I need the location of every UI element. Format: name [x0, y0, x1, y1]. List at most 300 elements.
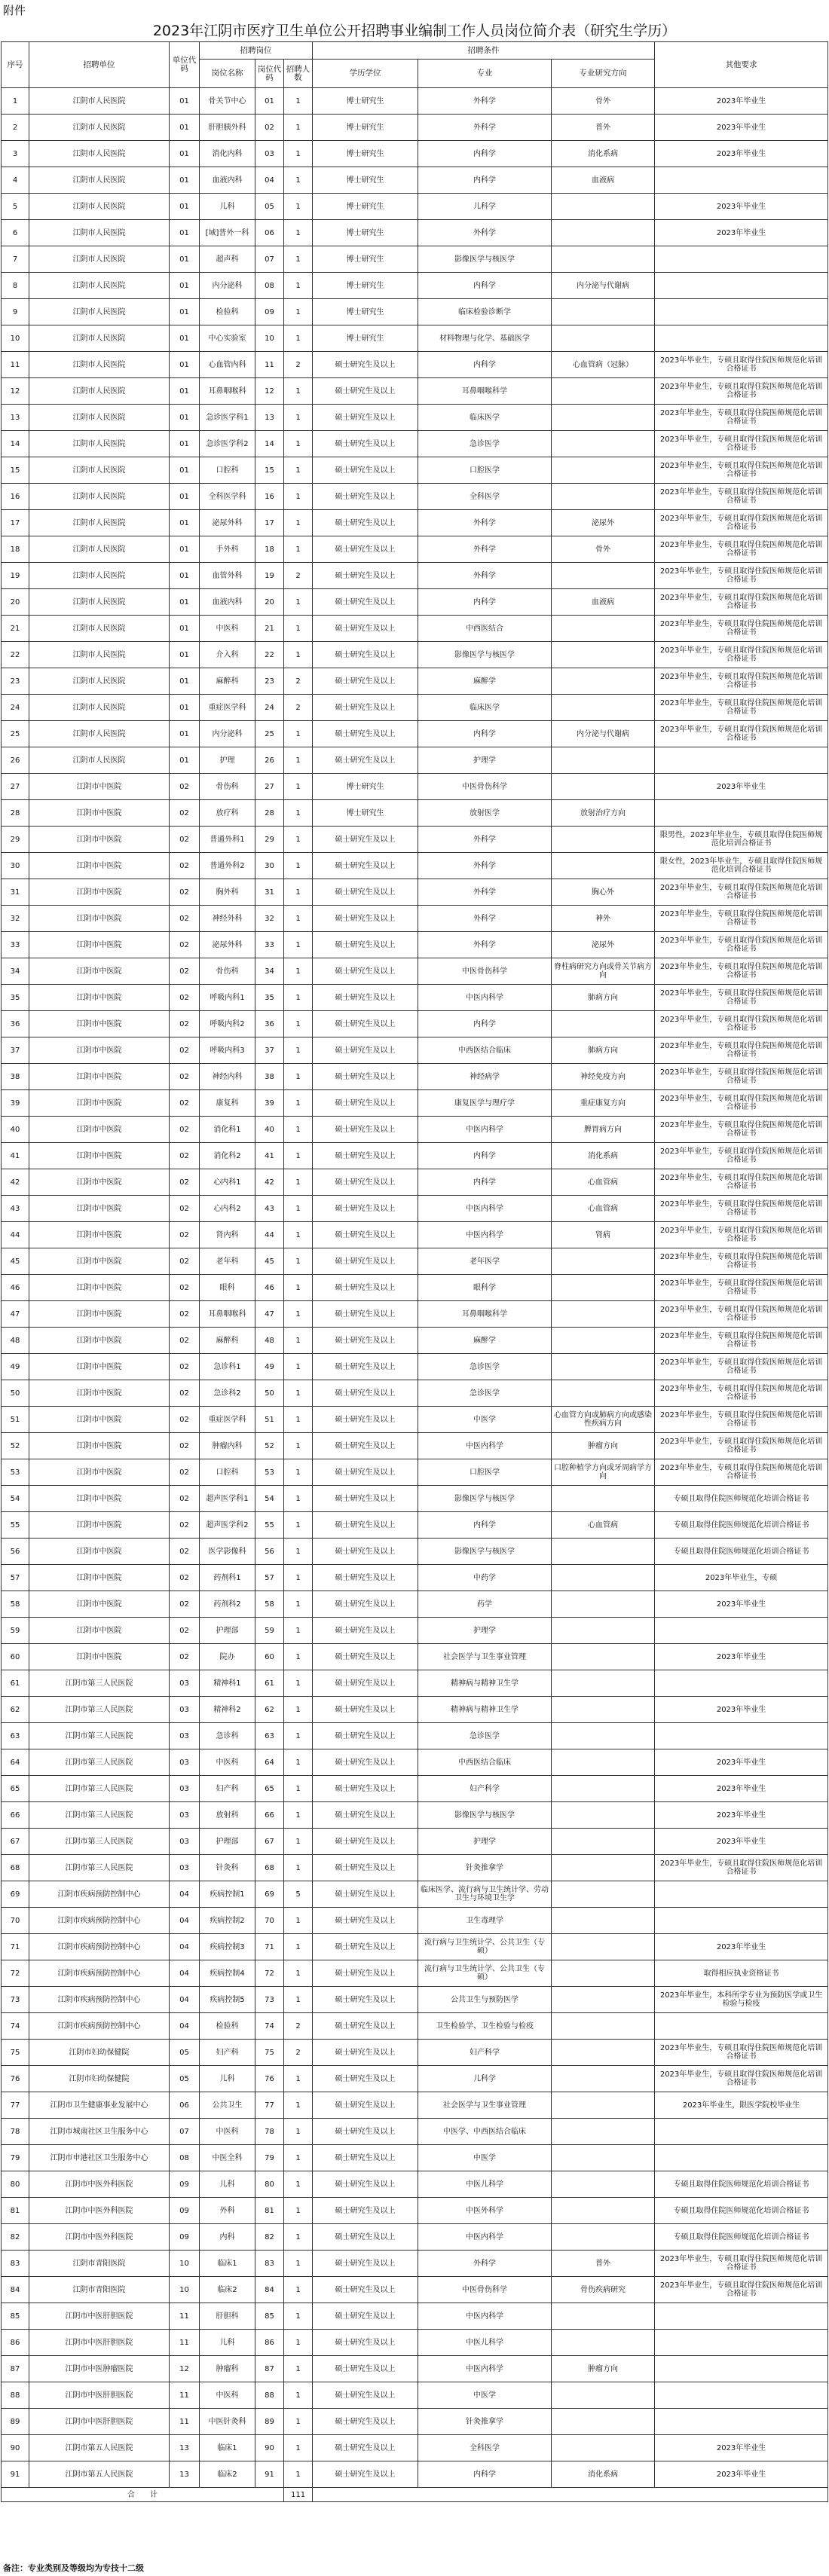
cell-seq: 63 — [2, 1723, 29, 1749]
cell-position-code: 87 — [255, 2356, 284, 2382]
cell-degree: 硕士研究生及以上 — [313, 2040, 418, 2066]
cell-seq: 38 — [2, 1064, 29, 1090]
cell-position-name: 精神科1 — [200, 1670, 255, 1697]
cell-position-name: 普通外科1 — [200, 827, 255, 853]
cell-major: 中医学 — [418, 1407, 552, 1433]
cell-degree: 硕士研究生及以上 — [313, 2382, 418, 2409]
cell-seq: 47 — [2, 1301, 29, 1328]
table-row — [2, 642, 828, 668]
table-row — [2, 1301, 828, 1328]
cell-degree: 硕士研究生及以上 — [313, 1644, 418, 1670]
cell-other: 2023年毕业生，专硕且取得住院医师规范化培训合格证书 — [655, 589, 828, 616]
cell-unit-code: 11 — [170, 2409, 200, 2435]
cell-unit-code: 02 — [170, 1486, 200, 1512]
table-row — [2, 985, 828, 1011]
cell-unit-code: 09 — [170, 2198, 200, 2224]
table-row — [2, 1987, 828, 2013]
cell-degree: 硕士研究生及以上 — [313, 668, 418, 695]
cell-seq: 89 — [2, 2409, 29, 2435]
cell-position-code: 07 — [255, 246, 284, 273]
cell-major: 内科学 — [418, 352, 552, 378]
cell-count: 1 — [284, 1011, 313, 1037]
cell-position-name: 呼吸内科2 — [200, 1011, 255, 1037]
cell-major: 影像医学与核医学 — [418, 1486, 552, 1512]
cell-position-code: 28 — [255, 800, 284, 827]
cell-position-code: 71 — [255, 1934, 284, 1960]
cell-other — [655, 273, 828, 299]
cell-position-name: 急诊科1 — [200, 1354, 255, 1380]
cell-major: 内科学 — [418, 141, 552, 167]
cell-position-code: 59 — [255, 1618, 284, 1644]
cell-direction — [552, 747, 655, 774]
cell-seq: 60 — [2, 1644, 29, 1670]
cell-direction — [552, 457, 655, 484]
cell-count: 2 — [284, 352, 313, 378]
cell-direction — [552, 2040, 655, 2066]
cell-unit-code: 01 — [170, 141, 200, 167]
cell-degree: 硕士研究生及以上 — [313, 1486, 418, 1512]
cell-count: 1 — [284, 1723, 313, 1749]
cell-unit: 江阴市卫生健康事业发展中心 — [29, 2092, 170, 2119]
cell-direction — [552, 1829, 655, 1855]
cell-direction: 脾胃病方向 — [552, 1117, 655, 1143]
cell-unit: 江阴市人民医院 — [29, 668, 170, 695]
cell-count: 1 — [284, 1407, 313, 1433]
cell-major: 内科学 — [418, 167, 552, 194]
cell-position-code: 50 — [255, 1380, 284, 1407]
cell-seq: 71 — [2, 1934, 29, 1960]
cell-major: 临床医学、流行病与卫生统计学、劳动卫生与环境卫生学 — [418, 1881, 552, 1908]
table-row — [2, 2382, 828, 2409]
cell-unit: 江阴市中医外科医院 — [29, 2224, 170, 2251]
cell-count: 1 — [284, 1459, 313, 1486]
cell-direction — [552, 1486, 655, 1512]
cell-major: 临床检验诊断学 — [418, 299, 552, 325]
table-row — [2, 2303, 828, 2330]
table-row — [2, 2356, 828, 2382]
cell-degree: 硕士研究生及以上 — [313, 1301, 418, 1328]
cell-direction — [552, 1934, 655, 1960]
cell-other: 2023年毕业生，专硕且取得住院医师规范化培训合格证书 — [655, 378, 828, 405]
cell-position-name: 疾病控制1 — [200, 1881, 255, 1908]
cell-position-name: 院办 — [200, 1644, 255, 1670]
cell-unit: 江阴市人民医院 — [29, 194, 170, 220]
cell-seq: 5 — [2, 194, 29, 220]
cell-unit-code: 02 — [170, 1512, 200, 1539]
cell-count: 1 — [284, 2145, 313, 2171]
cell-major: 康复医学与理疗学 — [418, 1090, 552, 1117]
cell-unit-code: 01 — [170, 246, 200, 273]
cell-unit-code: 13 — [170, 2461, 200, 2488]
cell-position-code: 90 — [255, 2435, 284, 2461]
cell-unit: 江阴市人民医院 — [29, 325, 170, 352]
cell-position-name: 公共卫生 — [200, 2092, 255, 2119]
cell-unit: 江阴市疾病预防控制中心 — [29, 1960, 170, 1987]
cell-unit-code: 01 — [170, 747, 200, 774]
cell-major: 中医内科学 — [418, 985, 552, 1011]
table-row — [2, 1591, 828, 1618]
cell-degree: 硕士研究生及以上 — [313, 879, 418, 906]
table-row — [2, 1855, 828, 1881]
cell-unit: 江阴市第三人民医院 — [29, 1749, 170, 1776]
cell-count: 1 — [284, 747, 313, 774]
cell-position-name: 医学影像科 — [200, 1539, 255, 1565]
cell-position-code: 69 — [255, 1881, 284, 1908]
table-row — [2, 431, 828, 457]
header-direction: 专业研究方向 — [552, 60, 655, 88]
cell-position-name: 护理部 — [200, 1829, 255, 1855]
cell-direction — [552, 246, 655, 273]
cell-seq: 17 — [2, 510, 29, 536]
cell-direction — [552, 484, 655, 510]
cell-major: 外科学 — [418, 2251, 552, 2277]
cell-unit-code: 10 — [170, 2277, 200, 2303]
cell-other: 2023年毕业生，专硕且取得住院医师规范化培训合格证书 — [655, 510, 828, 536]
cell-other: 2023年毕业生，专硕且取得住院医师规范化培训合格证书 — [655, 352, 828, 378]
cell-seq: 32 — [2, 906, 29, 932]
cell-unit-code: 11 — [170, 2303, 200, 2330]
cell-unit-code: 02 — [170, 800, 200, 827]
cell-unit: 江阴市人民医院 — [29, 589, 170, 616]
cell-seq: 84 — [2, 2277, 29, 2303]
cell-position-code: 60 — [255, 1644, 284, 1670]
cell-direction: 胸心外 — [552, 879, 655, 906]
cell-seq: 48 — [2, 1328, 29, 1354]
cell-major: 中医内科学 — [418, 1117, 552, 1143]
cell-other: 2023年毕业生，专硕且取得住院医师规范化培训合格证书 — [655, 1143, 828, 1169]
cell-major: 麻醉学 — [418, 668, 552, 695]
cell-seq: 14 — [2, 431, 29, 457]
cell-position-name: 临床1 — [200, 2251, 255, 2277]
cell-seq: 77 — [2, 2092, 29, 2119]
table-row — [2, 1090, 828, 1117]
cell-other — [655, 747, 828, 774]
cell-count: 2 — [284, 668, 313, 695]
header-positions-group: 招聘岗位 — [200, 42, 313, 60]
cell-count: 1 — [284, 1248, 313, 1275]
cell-position-name: 消化内科 — [200, 141, 255, 167]
footnote: 备注：专业类别及等级均为专技十二级 — [3, 2563, 144, 2573]
table-row — [2, 563, 828, 589]
cell-position-name: 临床2 — [200, 2461, 255, 2488]
cell-degree: 硕士研究生及以上 — [313, 2303, 418, 2330]
cell-position-name: 检验科 — [200, 2013, 255, 2040]
cell-direction: 骨外 — [552, 536, 655, 563]
cell-major: 临床医学 — [418, 695, 552, 721]
cell-direction: 普外 — [552, 115, 655, 141]
cell-major: 口腔医学 — [418, 1459, 552, 1486]
cell-position-name: 骨关节中心 — [200, 88, 255, 115]
cell-other — [655, 2303, 828, 2330]
cell-count: 1 — [284, 1829, 313, 1855]
cell-degree: 硕士研究生及以上 — [313, 378, 418, 405]
cell-major: 中医内科学 — [418, 2356, 552, 2382]
cell-seq: 16 — [2, 484, 29, 510]
cell-direction — [552, 2013, 655, 2040]
cell-unit-code: 01 — [170, 431, 200, 457]
cell-unit-code: 01 — [170, 510, 200, 536]
cell-position-code: 30 — [255, 853, 284, 879]
cell-position-code: 46 — [255, 1275, 284, 1301]
cell-seq: 66 — [2, 1802, 29, 1829]
cell-other: 2023年毕业生 — [655, 1644, 828, 1670]
cell-major: 中医外科学 — [418, 2198, 552, 2224]
cell-unit-code: 02 — [170, 774, 200, 800]
cell-other: 2023年毕业生，专硕且取得住院医师规范化培训合格证书 — [655, 405, 828, 431]
cell-position-name: 儿科 — [200, 194, 255, 220]
cell-count: 1 — [284, 1512, 313, 1539]
cell-direction — [552, 2145, 655, 2171]
cell-unit-code: 02 — [170, 1275, 200, 1301]
cell-unit: 江阴市中医院 — [29, 1328, 170, 1354]
cell-degree: 硕士研究生及以上 — [313, 1960, 418, 1987]
cell-unit-code: 07 — [170, 2119, 200, 2145]
table-row — [2, 1169, 828, 1196]
header-position-name: 岗位名称 — [200, 60, 255, 88]
cell-degree: 硕士研究生及以上 — [313, 1169, 418, 1196]
cell-position-code: 22 — [255, 642, 284, 668]
cell-major: 儿科学 — [418, 2066, 552, 2092]
header-unit-code: 单位代码 — [170, 42, 200, 88]
cell-unit: 江阴市中医院 — [29, 1565, 170, 1591]
cell-position-code: 23 — [255, 668, 284, 695]
cell-count: 1 — [284, 1090, 313, 1117]
total-count: 111 — [284, 2488, 313, 2502]
cell-unit-code: 02 — [170, 1117, 200, 1143]
cell-direction — [552, 1881, 655, 1908]
table-row — [2, 1749, 828, 1776]
cell-position-name: 放射科 — [200, 1802, 255, 1829]
cell-major: 妇产科学 — [418, 1776, 552, 1802]
table-row — [2, 1486, 828, 1512]
cell-degree: 硕士研究生及以上 — [313, 1433, 418, 1459]
cell-major: 中医学、中西医结合临床 — [418, 2119, 552, 2145]
cell-other: 2023年毕业生，专硕且取得住院医师规范化培训合格证书 — [655, 1354, 828, 1380]
cell-degree: 硕士研究生及以上 — [313, 827, 418, 853]
cell-count: 1 — [284, 536, 313, 563]
table-row — [2, 1618, 828, 1644]
table-row — [2, 616, 828, 642]
cell-major: 针灸推拿学 — [418, 2409, 552, 2435]
cell-unit: 江阴市申港社区卫生服务中心 — [29, 2145, 170, 2171]
table-row — [2, 906, 828, 932]
cell-unit-code: 04 — [170, 2013, 200, 2040]
cell-other: 2023年毕业生，专硕且取得住院医师规范化培训合格证书 — [655, 536, 828, 563]
cell-unit-code: 02 — [170, 853, 200, 879]
cell-position-name: 检验科 — [200, 299, 255, 325]
cell-count: 1 — [284, 1196, 313, 1222]
cell-direction — [552, 1749, 655, 1776]
cell-direction: 心血管病 — [552, 1169, 655, 1196]
cell-position-code: 34 — [255, 958, 284, 985]
table-row — [2, 1934, 828, 1960]
cell-unit: 江阴市人民医院 — [29, 378, 170, 405]
cell-degree: 硕士研究生及以上 — [313, 2171, 418, 2198]
cell-direction: 内分泌与代谢病 — [552, 273, 655, 299]
cell-position-name: 老年科 — [200, 1248, 255, 1275]
header-seq: 序号 — [2, 42, 29, 88]
cell-unit: 江阴市人民医院 — [29, 273, 170, 299]
cell-seq: 36 — [2, 1011, 29, 1037]
cell-count: 1 — [284, 1433, 313, 1459]
cell-unit: 江阴市中医院 — [29, 1380, 170, 1407]
table-row — [2, 1512, 828, 1539]
table-row — [2, 299, 828, 325]
cell-seq: 79 — [2, 2145, 29, 2171]
cell-count: 1 — [284, 1380, 313, 1407]
table-row — [2, 853, 828, 879]
cell-seq: 12 — [2, 378, 29, 405]
cell-other: 2023年毕业生，专硕且取得住院医师规范化培训合格证书 — [655, 2251, 828, 2277]
cell-position-code: 27 — [255, 774, 284, 800]
page-title: 2023年江阴市医疗卫生单位公开招聘事业编制工作人员岗位简介表（研究生学历） — [152, 23, 677, 39]
cell-position-code: 29 — [255, 827, 284, 853]
cell-degree: 硕士研究生及以上 — [313, 1802, 418, 1829]
cell-degree: 硕士研究生及以上 — [313, 457, 418, 484]
cell-degree: 硕士研究生及以上 — [313, 1143, 418, 1169]
cell-position-name: 针灸科 — [200, 1855, 255, 1881]
cell-direction: 口腔种植学方向或牙周病学方向 — [552, 1459, 655, 1486]
cell-degree: 硕士研究生及以上 — [313, 1829, 418, 1855]
cell-position-code: 21 — [255, 616, 284, 642]
cell-seq: 33 — [2, 932, 29, 958]
cell-position-code: 86 — [255, 2330, 284, 2356]
cell-direction — [552, 2409, 655, 2435]
cell-unit-code: 02 — [170, 1618, 200, 1644]
cell-unit-code: 02 — [170, 1037, 200, 1064]
cell-major: 神经病学 — [418, 1064, 552, 1090]
cell-position-code: 05 — [255, 194, 284, 220]
cell-unit: 江阴市第五人民医院 — [29, 2435, 170, 2461]
cell-unit: 江阴市人民医院 — [29, 88, 170, 115]
cell-position-code: 57 — [255, 1565, 284, 1591]
cell-unit-code: 05 — [170, 2066, 200, 2092]
header-row-1 — [2, 42, 828, 60]
cell-position-code: 16 — [255, 484, 284, 510]
cell-seq: 70 — [2, 1908, 29, 1934]
cell-seq: 25 — [2, 721, 29, 747]
cell-other: 专硕且取得住院医师规范化培训合格证书 — [655, 1539, 828, 1565]
cell-direction — [552, 2119, 655, 2145]
cell-seq: 56 — [2, 1539, 29, 1565]
table-row — [2, 1539, 828, 1565]
cell-direction — [552, 2171, 655, 2198]
cell-direction — [552, 1670, 655, 1697]
cell-unit: 江阴市中医院 — [29, 853, 170, 879]
cell-degree: 博士研究生 — [313, 167, 418, 194]
cell-count: 5 — [284, 1881, 313, 1908]
cell-other — [655, 167, 828, 194]
cell-position-code: 54 — [255, 1486, 284, 1512]
cell-position-name: 中医科 — [200, 2382, 255, 2409]
cell-unit-code: 09 — [170, 2224, 200, 2251]
header-degree: 学历学位 — [313, 60, 418, 88]
cell-position-code: 38 — [255, 1064, 284, 1090]
cell-position-name: 心内科2 — [200, 1196, 255, 1222]
cell-count: 1 — [284, 589, 313, 616]
cell-unit: 江阴市中医院 — [29, 1301, 170, 1328]
cell-major: 儿科学 — [418, 194, 552, 220]
cell-seq: 40 — [2, 1117, 29, 1143]
cell-direction: 普外 — [552, 2251, 655, 2277]
cell-count: 1 — [284, 1670, 313, 1697]
cell-count: 1 — [284, 1117, 313, 1143]
cell-direction: 心血管病（冠脉） — [552, 352, 655, 378]
cell-major: 全科医学 — [418, 484, 552, 510]
cell-major: 外科学 — [418, 510, 552, 536]
cell-direction — [552, 1380, 655, 1407]
cell-direction — [552, 194, 655, 220]
cell-unit: 江阴市第三人民医院 — [29, 1697, 170, 1723]
cell-degree: 硕士研究生及以上 — [313, 1670, 418, 1697]
cell-seq: 54 — [2, 1486, 29, 1512]
cell-position-name: 妇产科 — [200, 2040, 255, 2066]
cell-direction: 放射治疗方向 — [552, 800, 655, 827]
cell-unit-code: 02 — [170, 827, 200, 853]
cell-position-code: 89 — [255, 2409, 284, 2435]
cell-unit-code: 02 — [170, 1354, 200, 1380]
cell-unit-code: 01 — [170, 88, 200, 115]
cell-unit: 江阴市第三人民医院 — [29, 1776, 170, 1802]
cell-count: 1 — [284, 141, 313, 167]
cell-count: 1 — [284, 932, 313, 958]
cell-other — [655, 299, 828, 325]
cell-seq: 4 — [2, 167, 29, 194]
cell-major: 公共卫生与预防医学 — [418, 1987, 552, 2013]
cell-direction: 心血管病 — [552, 1512, 655, 1539]
cell-unit: 江阴市中医院 — [29, 1591, 170, 1618]
cell-degree: 硕士研究生及以上 — [313, 1196, 418, 1222]
table-row — [2, 1143, 828, 1169]
cell-direction: 神外 — [552, 906, 655, 932]
table-row — [2, 2013, 828, 2040]
cell-degree: 硕士研究生及以上 — [313, 1512, 418, 1539]
table-row — [2, 246, 828, 273]
cell-other — [655, 2330, 828, 2356]
cell-direction: 神经免疫方向 — [552, 1064, 655, 1090]
cell-position-code: 61 — [255, 1670, 284, 1697]
cell-other: 2023年毕业生，专硕且取得住院医师规范化培训合格证书 — [655, 642, 828, 668]
cell-direction — [552, 1723, 655, 1749]
cell-position-name: 胸外科 — [200, 879, 255, 906]
cell-major: 针灸推拿学 — [418, 1855, 552, 1881]
cell-count: 1 — [284, 2303, 313, 2330]
cell-count: 1 — [284, 510, 313, 536]
cell-unit: 江阴市疾病预防控制中心 — [29, 1908, 170, 1934]
cell-position-code: 80 — [255, 2171, 284, 2198]
cell-degree: 硕士研究生及以上 — [313, 405, 418, 431]
cell-unit-code: 01 — [170, 378, 200, 405]
cell-position-code: 76 — [255, 2066, 284, 2092]
table-row — [2, 141, 828, 167]
cell-count: 1 — [284, 299, 313, 325]
cell-seq: 29 — [2, 827, 29, 853]
total-row — [2, 2488, 828, 2502]
cell-direction — [552, 2198, 655, 2224]
cell-degree: 硕士研究生及以上 — [313, 1354, 418, 1380]
cell-seq: 45 — [2, 1248, 29, 1275]
cell-seq: 41 — [2, 1143, 29, 1169]
cell-seq: 64 — [2, 1749, 29, 1776]
cell-position-name: 消化科2 — [200, 1143, 255, 1169]
cell-direction: 血液病 — [552, 167, 655, 194]
cell-degree: 硕士研究生及以上 — [313, 747, 418, 774]
cell-direction — [552, 1960, 655, 1987]
cell-seq: 3 — [2, 141, 29, 167]
cell-other: 2023年毕业生，专硕且取得住院医师规范化培训合格证书 — [655, 616, 828, 642]
cell-count: 1 — [284, 906, 313, 932]
cell-unit-code: 01 — [170, 536, 200, 563]
